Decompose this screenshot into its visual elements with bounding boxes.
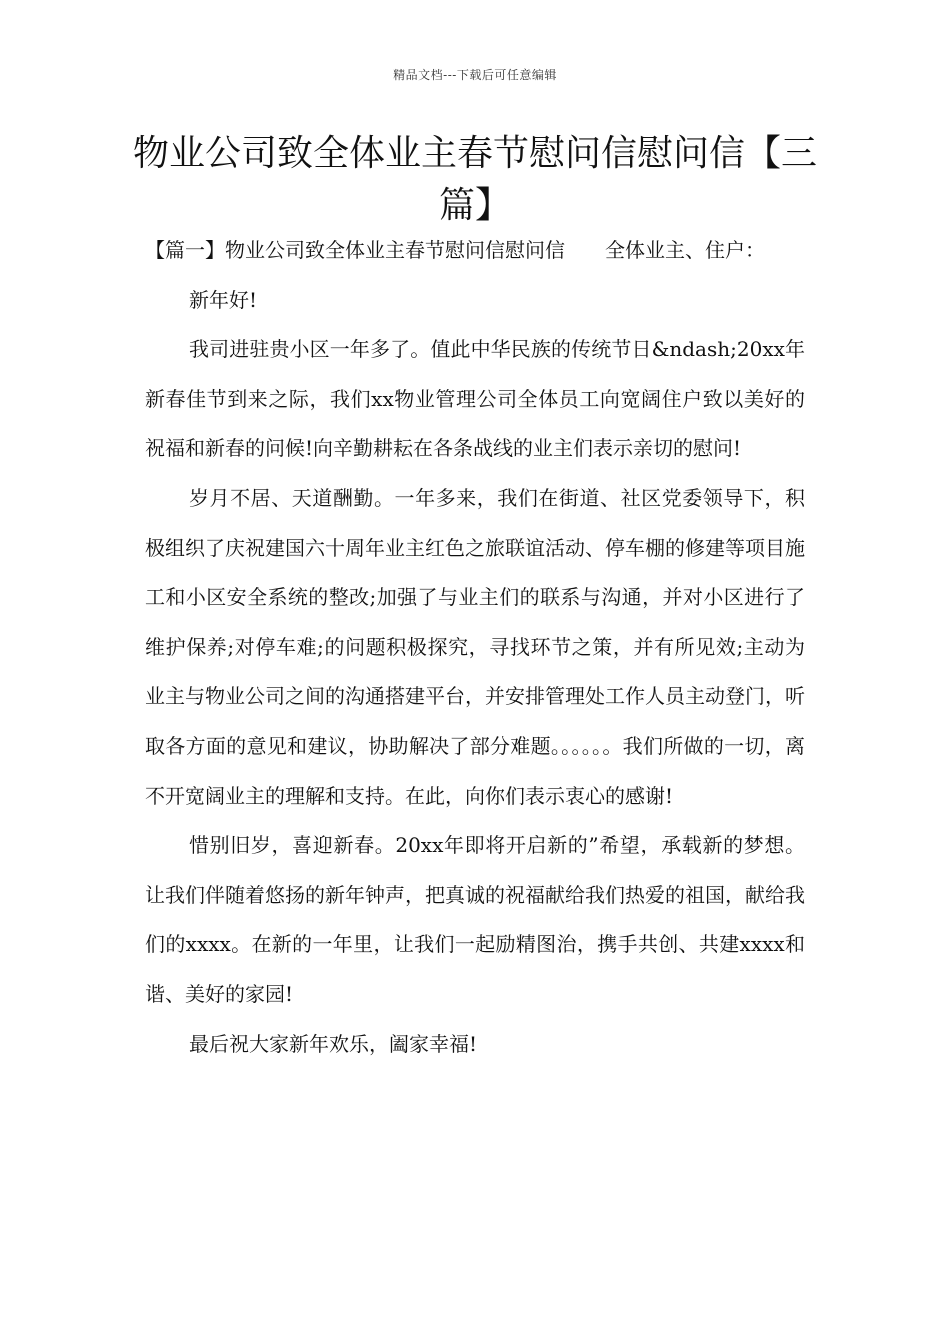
paragraph-new-year-hopes: 惜别旧岁，喜迎新春。20xx年即将开启新的”希望，承载新的梦想。让我们伴随着悠扬的新年钟声，把真诚的祝福献给我们热爱的祖国，献给我们的xxxx。在新的一年里，让我们一起励精图治，携手共创、共建xxxx和谐、美好的家园! [145, 833, 805, 1006]
paragraph-year-review: 岁月不居、天道酬勤。一年多来，我们在街道、社区党委领导下，积极组织了庆祝建国六十周年业主红色之旅联谊活动、停车棚的修建等项目施工和小区安全系统的整改;加强了与业主们的联系与沟通，并对小区进行了维护保养;对停车难;的问题积极探究，寻找环节之策，并有所见效;主动为业主与物业公司之间的沟通搭建平台，并安排管理处工作人员主动登门，听取各方面的意见和建议，协助解决了部分难题。。。。。。我们所做的一切，离不开宽阔业主的理解和支持。在此，向你们表示衷心的感谢! [145, 485, 805, 808]
paragraph-festival-wishes: 我司进驻贵小区一年多了。值此中华民族的传统节日&ndash;20xx年新春佳节到来之际，我们xx物业管理公司全体员工向宽阔住户致以美好的祝福和新春的问候!向辛勤耕耘在各条战线的业主们表示亲切的慰问! [145, 337, 805, 461]
paragraph-greeting: 新年好! [189, 287, 258, 312]
header-note: 精品文档---下载后可任意编辑 [393, 68, 557, 82]
document-title: 物业公司致全体业主春节慰问信慰问信【三篇】 [132, 133, 817, 226]
paragraph-closing: 最后祝大家新年欢乐，阖家幸福! [189, 1031, 478, 1056]
document-body [145, 226, 805, 1069]
paragraph-intro: 【篇一】物业公司致全体业主春节慰问信慰问信 全体业主、住户： [145, 238, 765, 262]
